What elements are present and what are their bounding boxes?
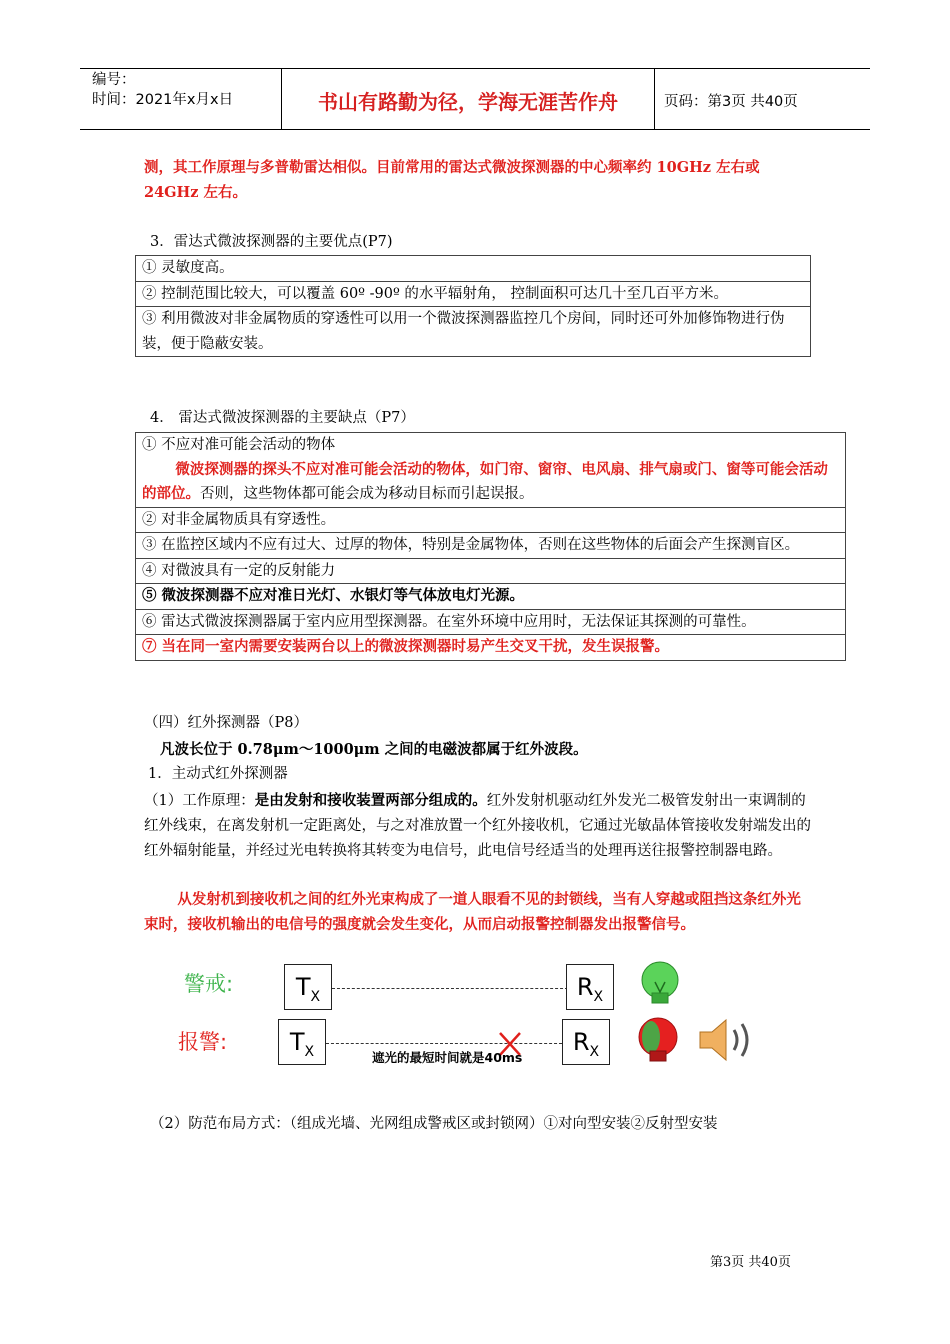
- disadvantage-row-3: ③ 在监控区域内不应有过大、过厚的物体，特别是金属物体，否则在这些物体的后面会产生探测盲区。: [136, 533, 846, 559]
- intro-paragraph: 测，其工作原理与多普勒雷达相似。目前常用的雷达式微波探测器的中心频率约 10GHz 左右或 24GHz 左右。: [144, 159, 760, 201]
- disadvantage-row-1-black: 否则，这些物体都可能会成为移动目标而引起误报。: [200, 486, 534, 502]
- header-divider-2: [654, 68, 655, 130]
- header-motto: 书山有路勤为径，学海无涯苦作舟: [318, 90, 618, 114]
- disadvantage-row-1: [136, 433, 846, 508]
- header-divider-1: [281, 68, 282, 130]
- transmitter-box-guard: $T_X$: [284, 964, 332, 1010]
- beam-paragraph: 从发射机到接收机之间的红外光束构成了一道人眼看不见的封锁线，当有人穿越或阻挡这条红外光束时，接收机输出的电信号的强度就会发生变化，从而启动报警控制器发出报警信号。: [144, 891, 801, 933]
- disadvantage-row-2: ② 对非金属物质具有穿透性。: [136, 507, 846, 533]
- active-infrared-title: 1．主动式红外探测器: [148, 766, 288, 782]
- advantages-table: [135, 255, 811, 357]
- blocking-caption: 遮光的最短时间就是40ms: [372, 1050, 523, 1065]
- disadvantage-row-1-red: 微波探测器的探头不应对准可能会活动的物体，如门帘、窗帘、电风扇、排气扇或门、窗等可能会活动的部位。: [142, 460, 828, 502]
- infrared-wavelength: 凡波长位于 0.78μm～1000μm 之间的电磁波都属于红外波段。: [160, 741, 588, 758]
- green-light-icon: [638, 960, 684, 1008]
- infrared-section-title: （四）红外探测器（P8）: [144, 715, 308, 731]
- disadvantage-row-7: ⑦ 当在同一室内需要安装两台以上的微波探测器时易产生交叉干扰，发生误报警。: [136, 635, 846, 661]
- principle-label: （1）工作原理：: [144, 793, 255, 809]
- receiver-box-alarm: $R_X$: [562, 1019, 610, 1065]
- header-page: 页码：第3页 共40页: [664, 94, 798, 110]
- beam-line-guard: [332, 988, 568, 989]
- header-top-rule: [80, 68, 870, 69]
- disadvantage-row-4: ④ 对微波具有一定的反射能力: [136, 558, 846, 584]
- disadvantages-title: 4． 雷达式微波探测器的主要缺点（P7）: [150, 410, 415, 426]
- layout-paragraph: （2）防范布局方式：（组成光墙、光网组成警戒区或封锁网）①对向型安装②反射型安装: [150, 1116, 718, 1132]
- principle-text: 红外发射机驱动红外发光二极管发射出一束调制的红外线束，在离发射机一定距离处，与之对准放置一个红外接收机，它通过光敏晶体管接收发射端发出的红外辐射能量，并经过光电转换将其转变为电信号，此电信号经适当的处理再送往报警控制器电路。: [144, 793, 811, 859]
- label-alarm: 报警:: [178, 1030, 228, 1054]
- red-light-icon: [634, 1016, 684, 1066]
- receiver-box-guard: $R_X$: [566, 964, 614, 1010]
- label-guard: 警戒:: [184, 972, 234, 996]
- principle-bold: 是由发射和接收装置两部分组成的。: [254, 792, 487, 809]
- footer-page: 第3页 共40页: [710, 1255, 791, 1270]
- header-time: 时间：2021年x月x日: [92, 92, 234, 108]
- advantage-row-1: ① 灵敏度高。: [136, 256, 811, 282]
- advantages-title: 3．雷达式微波探测器的主要优点(P7): [150, 234, 393, 250]
- advantage-row-2: ② 控制范围比较大，可以覆盖 60º -90º 的水平辐射角， 控制面积可达几十至几百平方米。: [136, 281, 811, 307]
- advantage-row-3: ③ 利用微波对非金属物质的穿透性可以用一个微波探测器监控几个房间，同时还可外加修饰物进行伪装，便于隐蔽安装。: [136, 307, 811, 357]
- disadvantage-row-6: ⑥ 雷达式微波探测器属于室内应用型探测器。在室外环境中应用时，无法保证其探测的可靠性。: [136, 609, 846, 635]
- disadvantage-row-1-head: ① 不应对准可能会活动的物体: [142, 437, 336, 453]
- header-bottom-rule: [80, 129, 870, 130]
- beam-line-alarm: [326, 1043, 562, 1044]
- speaker-icon: [696, 1016, 762, 1064]
- disadvantages-table: [135, 432, 846, 661]
- transmitter-box-alarm: $T_X$: [278, 1019, 326, 1065]
- disadvantage-row-5: ⑤ 微波探测器不应对准日光灯、水银灯等气体放电灯光源。: [136, 584, 846, 610]
- header-left: [92, 70, 233, 110]
- principle-paragraph: [144, 788, 814, 864]
- header-number: 编号：: [92, 72, 136, 88]
